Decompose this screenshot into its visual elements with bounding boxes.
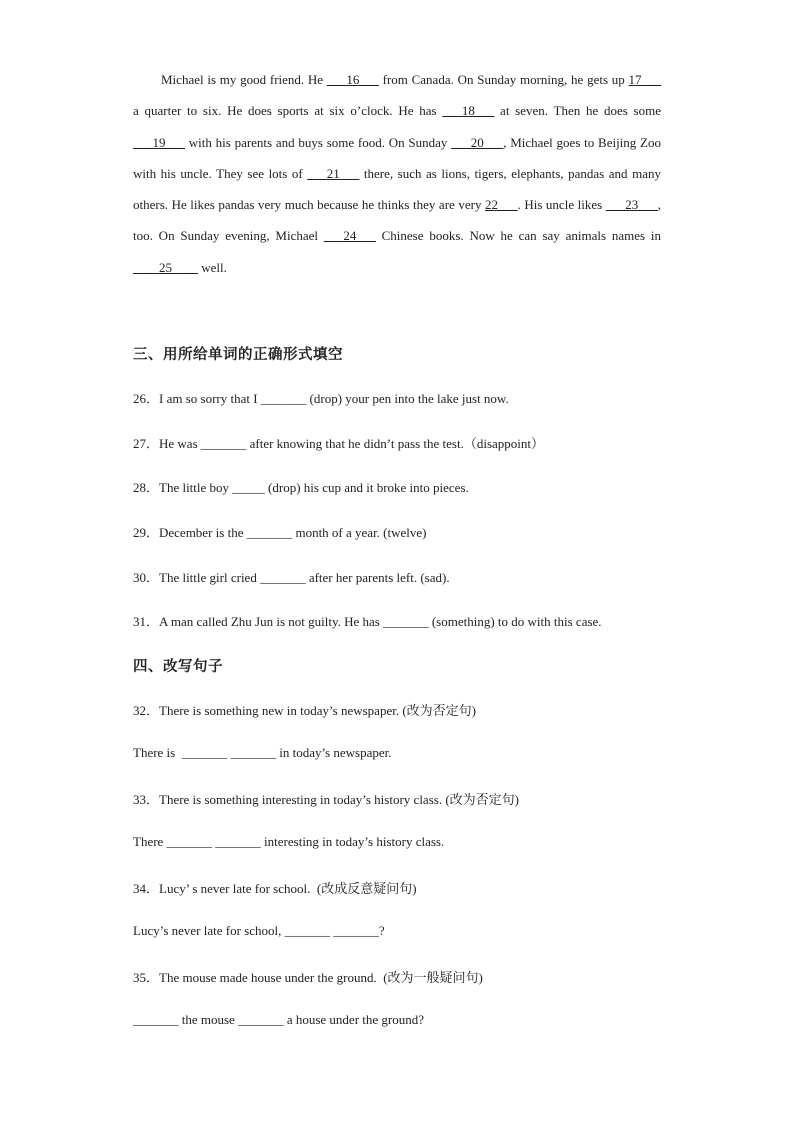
passage-text: well. <box>198 259 227 275</box>
question-34: 34．Lucy’ s never late for school. (改成反意疑问句) <box>133 881 417 896</box>
passage-text: , Michael goes to Beijing Zoo with his uncle. They see lots of <box>133 134 661 181</box>
question-28: 28．The little boy _____ (drop) his cup and it broke into pieces. <box>133 480 469 495</box>
passage-text: from Canada. On Sunday morning, he gets up <box>378 72 629 87</box>
passage-text: . His uncle likes <box>517 197 606 213</box>
blank-19[interactable]: ___19___ <box>133 134 185 150</box>
blank-16[interactable]: ___16___ <box>326 72 379 87</box>
question-30: 30．The little girl cried _______ after her parents left. (sad). <box>133 570 450 585</box>
question-33: 33．There is something interesting in today’s history class. (改为否定句) <box>133 792 519 807</box>
passage-text: there, such as lions, tigers, elephants, pandas and many others. He likes pandas very much because he thinks they are very <box>133 165 661 213</box>
question-26: 26．I am so sorry that I _______ (drop) your pen into the lake just now. <box>133 391 509 406</box>
blank-24[interactable]: ___24___ <box>323 228 376 244</box>
section-4-heading: 四、改写句子 <box>133 659 223 675</box>
answer-35: _______ the mouse _______ a house under the ground? <box>133 1012 425 1027</box>
question-35: 35．The mouse made house under the ground. (改为一般疑问句) <box>133 970 483 985</box>
question-27: 27．He was _______ after knowing that he didn’t pass the test.（disappoint） <box>133 436 545 451</box>
blank-25[interactable]: ____25____ <box>133 259 198 275</box>
blank-18[interactable]: ___18___ <box>442 103 495 119</box>
question-32: 32．There is something new in today’s newspaper. (改为否定句) <box>133 703 476 718</box>
blank-22[interactable]: 22___ <box>485 197 518 213</box>
passage-text: with his parents and buys some food. On Sunday <box>185 134 452 150</box>
question-31: 31．A man called Zhu Jun is not guilty. He has _______ (something) to do with this case. <box>133 614 602 629</box>
passage-text: , too. On Sunday evening, Michael <box>133 197 661 244</box>
answer-33: There _______ _______ interesting in today’s history class. <box>133 834 445 849</box>
answer-32: There is _______ _______ in today’s newspaper. <box>133 745 392 760</box>
cloze-passage <box>133 64 661 283</box>
passage-text: at seven. Then he does some <box>494 103 661 119</box>
passage-text: Michael is my good friend. He <box>161 72 327 87</box>
passage-text: Chinese books. Now he can say animals names in <box>375 228 661 244</box>
passage-text: a quarter to six. He does sports at six o’clock. He has <box>133 103 443 119</box>
blank-20[interactable]: ___20___ <box>451 134 504 150</box>
blank-21[interactable]: ___21___ <box>307 165 360 181</box>
question-29: 29．December is the _______ month of a year. (twelve) <box>133 525 427 540</box>
answer-34: Lucy’s never late for school, _______ _______? <box>133 923 385 938</box>
section-3-heading: 三、用所给单词的正确形式填空 <box>133 347 343 363</box>
blank-17[interactable]: 17___ <box>628 72 662 87</box>
blank-23[interactable]: ___23___ <box>605 197 658 213</box>
